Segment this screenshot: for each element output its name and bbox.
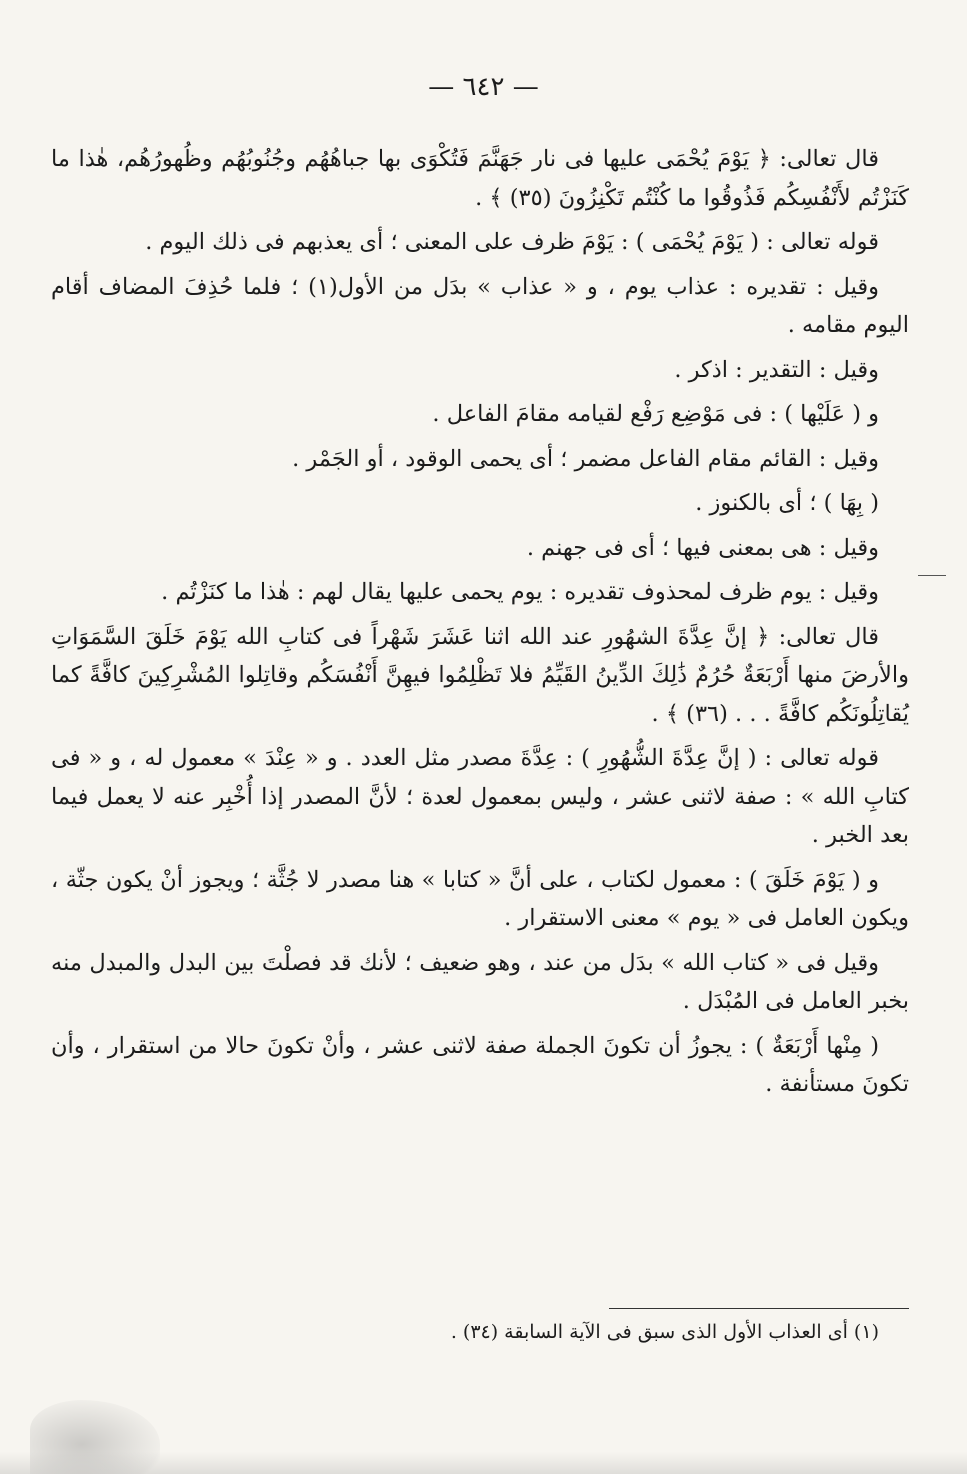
footnote: (١) أى العذاب الأول الذى سبق فى الآية السابقة (٣٤) . xyxy=(450,1321,879,1343)
margin-mark xyxy=(918,575,946,576)
paragraph: و ( عَلَيْها ) : فى مَوْضِع رَفْع لقيامه مقامَ الفاعل . xyxy=(432,401,879,427)
paragraph: و ( يَوْمَ خَلَقَ ) : معمول لكتاب ، على أنَّ « كتابا » هنا مصدر لا جُثَّة ؛ ويجوز أنْ يكون جثّة ، ويكون العامل فى « يوم » معنى الاستقرار . xyxy=(51,866,909,931)
footnote-divider xyxy=(609,1308,909,1309)
paragraph: قال تعالى: ﴿ يَوْمَ يُحْمَى عليها فى نار جَهَنَّمَ فَتُكْوَى بها جباهُهُم وجُنُوبُهُم وظُهورُهُم، هٰذا ما كَنَزْتُم لأَنْفُسِكُم فَذُوقُوا ما كُنْتُم تَكْنِزُونَ (٣٥) ﴾ . xyxy=(51,146,909,211)
page-number: — ٦٤٢ — xyxy=(428,72,539,102)
paragraph: وقيل فى « كتاب الله » بدَل من عند ، وهو ضعيف ؛ لأنك قد فصلْتَ بين البدل والمبدل منه بخبر العامل فى المُبْدَل . xyxy=(51,949,909,1014)
paragraph: وقيل : القائم مقام الفاعل مضمر ؛ أى يحمى الوقود ، أو الجَمْر . xyxy=(292,445,879,472)
page-body xyxy=(51,140,909,1110)
paragraph: ( مِنْها أَرْبَعَةٌ ) : يجوزُ أن تكونَ الجملة صفة لاثنى عشر ، وأنْ تكونَ حالا من استقرار ، وأن تكونَ مستأنفة . xyxy=(51,1032,909,1097)
page-bottom-edge xyxy=(0,1452,967,1474)
paragraph: وقيل : يوم ظرف لمحذوف تقديره : يوم يحمى عليها يقال لهم : هٰذا ما كنَزْتُم . xyxy=(161,579,879,605)
paragraph: وقيل : هى بمعنى فيها ؛ أى فى جهنم . xyxy=(526,534,879,561)
paragraph: قوله تعالى : ( إنَّ عِدَّةَ الشُّهُورِ ) : عِدَّةَ مصدر مثل العدد . و « عِنْدَ » معمول له ، و « فى كتابِ الله » : صفة لاثنى عشر ، وليس بمعمول لعدة ؛ لأنَّ المصدر إذا أُخْبِر عنه لا يعمل فيما بعد الخبر . xyxy=(51,745,909,848)
paragraph: قوله تعالى : ( يَوْمَ يُحْمَى ) : يَوْمَ ظرف على المعنى ؛ أى يعذبهم فى ذلك اليوم . xyxy=(145,229,879,255)
paragraph: وقيل : التقدير : اذكر . xyxy=(674,356,879,383)
paragraph: ( بِهَا ) ؛ أى بالكنوز . xyxy=(695,490,879,516)
paragraph: وقيل : تقديره : عذاب يوم ، و « عذاب » بدَل من الأول(١) ؛ فلما حُذِفَ المضاف أقام اليوم مقامه . xyxy=(51,273,909,338)
paragraph: قال تعالى: ﴿ إنَّ عِدَّةَ الشهُورِ عند الله اثنا عَشَرَ شَهْراً فى كتابِ الله يَوْمَ خَلَقَ السَّمَوَاتِ والأرضَ منها أَرْبَعَةٌ حُرُمٌ ذَٰلِكَ الدِّينُ القَيِّمُ فلا تَظْلِمُوا فيهِنَّ أَنْفُسَكُم وقاتِلوا المُشْرِكِينَ كافَّةً كما يُقاتِلُونَكُم كافَّةً . . . (٣٦) ﴾ . xyxy=(51,623,909,727)
